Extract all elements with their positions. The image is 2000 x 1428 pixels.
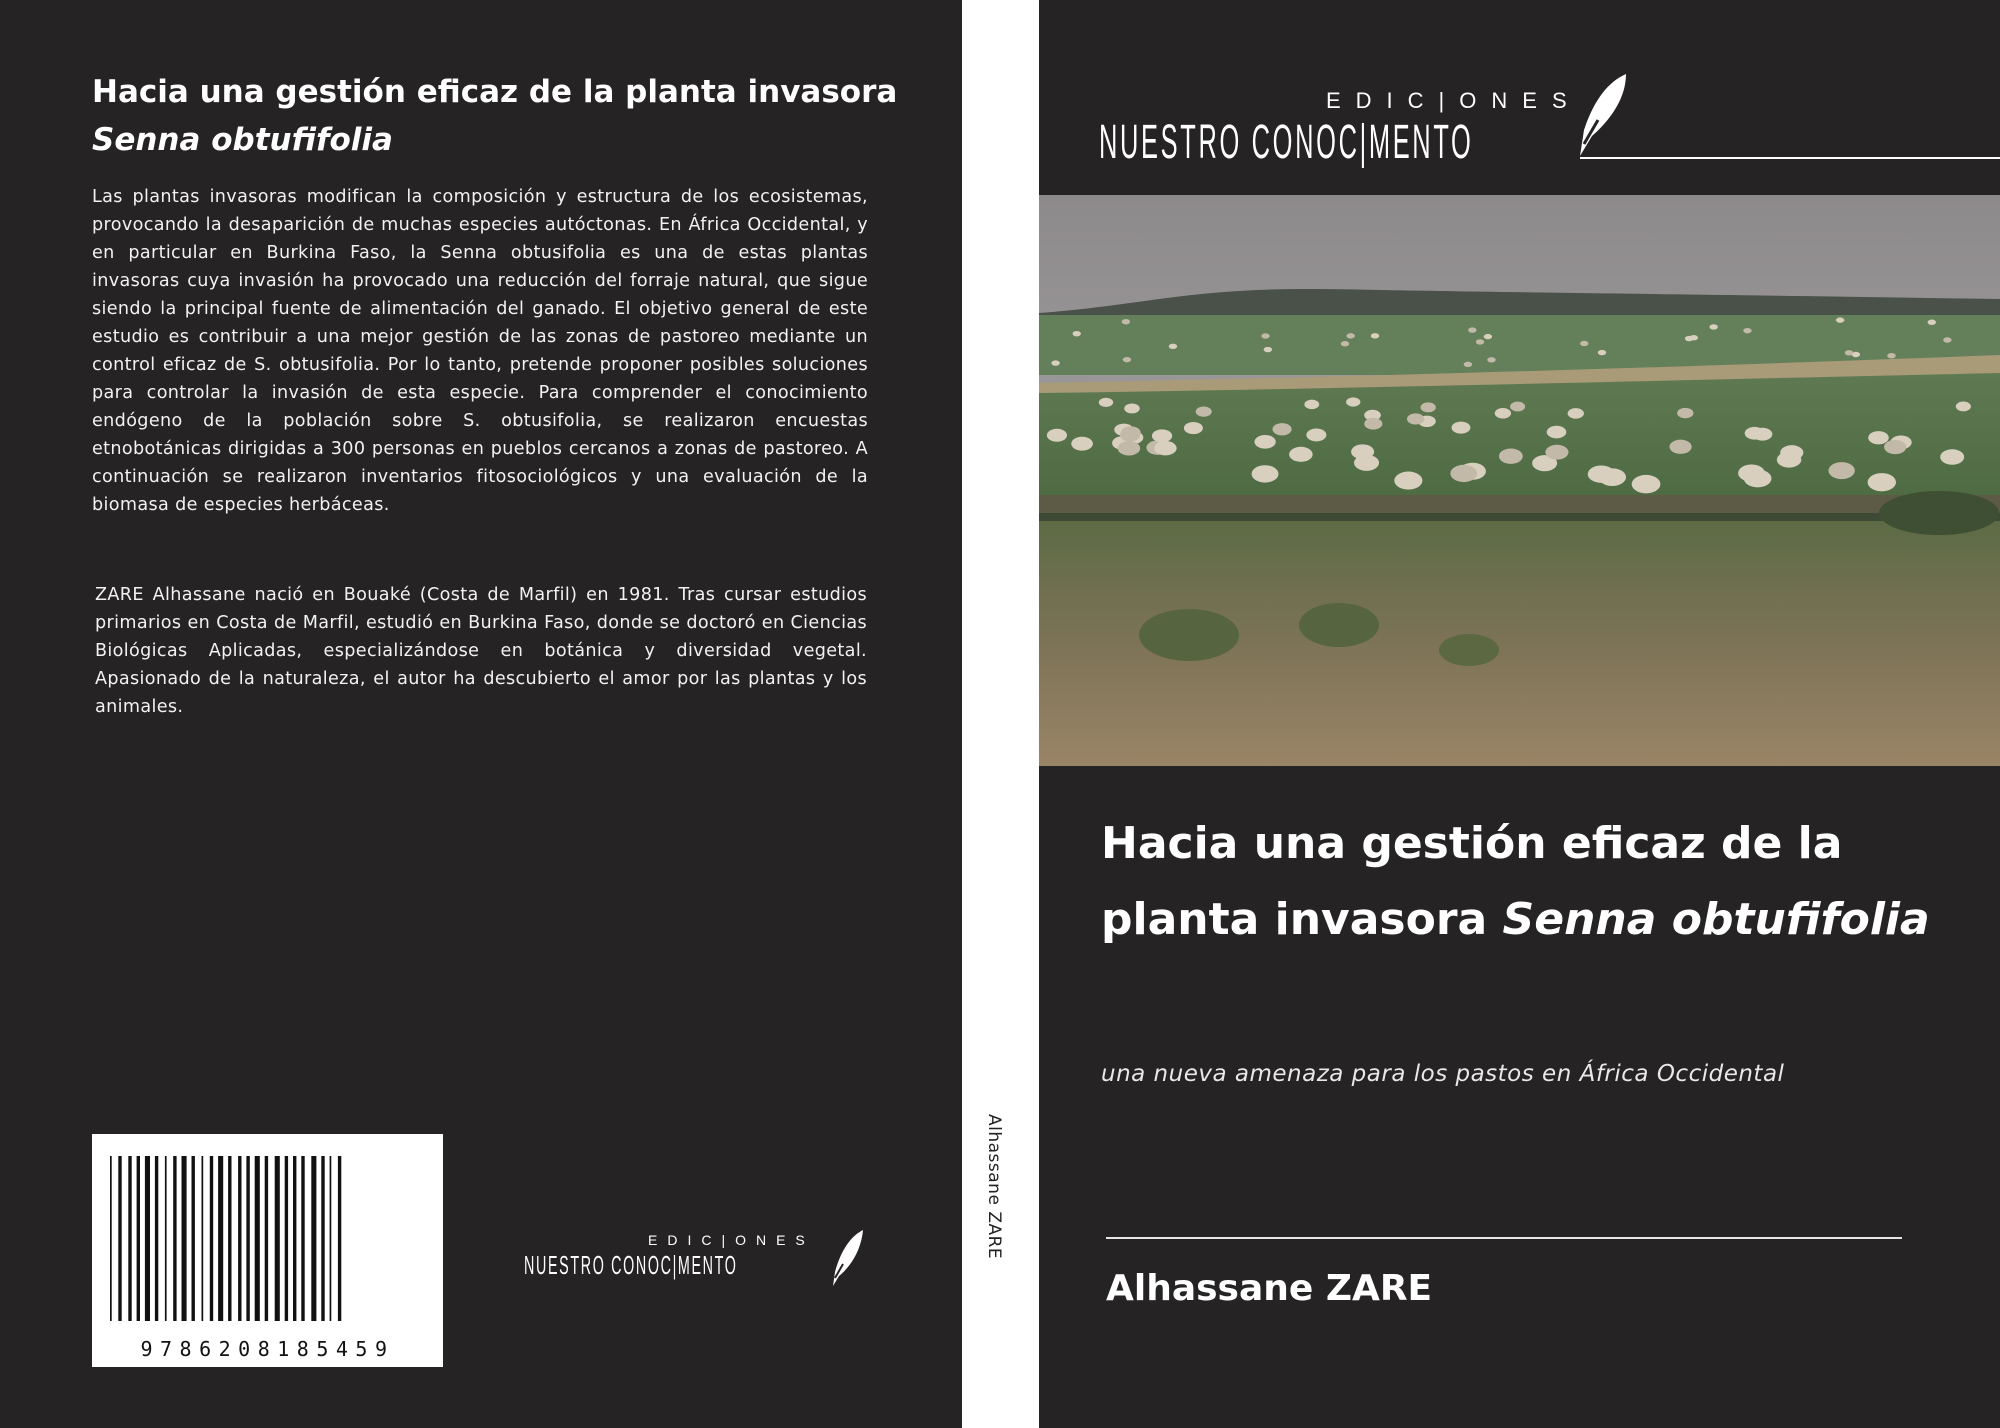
- publisher-line2: NUESTRO CONOC|MENTO: [1099, 116, 1474, 169]
- sheep: [1495, 408, 1511, 418]
- barcode-bar: [293, 1156, 296, 1321]
- sheep: [1464, 362, 1472, 367]
- sheep: [1169, 344, 1177, 349]
- spine-author: Alhassane ZARE: [984, 1114, 1004, 1260]
- sheep: [1122, 319, 1130, 324]
- barcode-bar: [311, 1156, 316, 1321]
- barcode-bar: [118, 1156, 121, 1321]
- front-title-main: Hacia una gestión eficaz de la planta invasora: [1101, 818, 1843, 945]
- sheep: [1836, 317, 1844, 322]
- front-cover-subtitle: una nueva amenaza para los pastos en África Occidental: [1101, 1061, 1785, 1087]
- sheep: [1868, 431, 1889, 444]
- sheep: [1121, 426, 1141, 439]
- sheep: [1669, 440, 1691, 454]
- barcode-bar: [145, 1156, 150, 1321]
- sheep: [1484, 334, 1492, 339]
- sheep: [1304, 400, 1319, 409]
- sheep: [1887, 353, 1895, 358]
- sheep: [1071, 437, 1093, 451]
- sheep: [1943, 337, 1951, 342]
- sheep: [1364, 418, 1382, 430]
- isbn-barcode: [92, 1134, 443, 1367]
- sheep: [1677, 408, 1693, 418]
- sheep: [1598, 350, 1606, 355]
- barcode-bar: [202, 1156, 204, 1321]
- sheep: [1845, 350, 1853, 355]
- barcode-bar: [330, 1156, 332, 1321]
- barcode-bar: [338, 1156, 341, 1321]
- back-title-main: Hacia una gestión eficaz de la planta invasora: [92, 74, 898, 110]
- front-cover: [1039, 0, 2000, 1428]
- back-cover-title: [92, 68, 912, 164]
- sheep: [1254, 435, 1275, 449]
- author-bio: ZARE Alhassane nació en Bouaké (Costa de Marfil) en 1981. Tras cursar estudios primarios en Costa de Marfil, estudió en Burkina Faso, donde se doctoró en Ciencias Biológicas Aplicadas, especializándose en botánica y diversidad vegetal. Apasionado de la naturaleza, el autor ha descubierto el amor por las plantas y los animales.: [95, 585, 867, 717]
- sheep: [1743, 328, 1751, 333]
- sheep: [1184, 422, 1203, 434]
- barcode-bar: [246, 1156, 249, 1321]
- sheep: [1956, 402, 1971, 412]
- sheep: [1510, 402, 1525, 412]
- front-cover-author: Alhassane ZARE: [1106, 1268, 1433, 1309]
- sheep: [1099, 398, 1113, 407]
- sheep: [1289, 447, 1313, 462]
- isbn-number: 9786208185459: [140, 1337, 395, 1361]
- sheep: [1261, 333, 1269, 338]
- barcode-bars: [92, 1134, 443, 1367]
- sheep: [1118, 441, 1140, 455]
- sheep: [1452, 422, 1471, 434]
- barcode-bar: [255, 1156, 260, 1321]
- sheep: [1632, 475, 1661, 493]
- sheep: [1123, 357, 1131, 362]
- sheep: [1073, 331, 1081, 336]
- sheep: [1371, 333, 1379, 338]
- barcode-bar: [110, 1156, 112, 1321]
- sheep: [1124, 403, 1139, 413]
- sheep: [1690, 335, 1698, 340]
- front-cover-title: [1101, 806, 1961, 958]
- sheep: [1306, 428, 1326, 441]
- sheep: [1547, 426, 1567, 439]
- sheep: [1476, 339, 1484, 344]
- sheep: [1780, 445, 1803, 460]
- sheep: [1421, 402, 1436, 412]
- barcode-bar: [285, 1156, 288, 1321]
- barcode-bar: [173, 1156, 176, 1321]
- sheep: [1272, 423, 1291, 435]
- barcode-bar: [228, 1156, 231, 1321]
- sheep: [1047, 429, 1067, 442]
- sheep: [1468, 327, 1476, 332]
- publisher-line1: EDIC|ONES: [1326, 88, 1582, 113]
- sheep: [1499, 449, 1523, 464]
- publisher-logo-front: [1099, 70, 1999, 170]
- back-cover: [0, 0, 962, 1428]
- sheep: [1264, 347, 1272, 352]
- back-title-species: Senna obtufifolia: [92, 122, 393, 158]
- sheep: [1744, 469, 1772, 487]
- barcode-bar: [218, 1156, 223, 1321]
- sheep: [1545, 445, 1568, 460]
- sheep: [1868, 473, 1896, 491]
- sheep-grazing-on-grassland-photo: [1039, 195, 2000, 766]
- barcode-bar: [210, 1156, 213, 1321]
- publisher-logo-back: [524, 1228, 874, 1288]
- sheep: [1346, 333, 1354, 338]
- barcode-bar: [137, 1156, 140, 1321]
- sheep: [1351, 444, 1374, 459]
- barcode-bar: [301, 1156, 304, 1321]
- sheep: [1745, 427, 1765, 440]
- front-title-species: Senna obtufifolia: [1502, 894, 1930, 945]
- sheep: [1407, 413, 1424, 424]
- sheep: [1051, 360, 1059, 365]
- sheep: [1394, 472, 1422, 490]
- sheep: [1598, 468, 1626, 486]
- sheep: [1568, 408, 1584, 419]
- publisher-line1: EDIC|ONES: [648, 1232, 815, 1248]
- sheep: [1252, 465, 1279, 482]
- divider-line: [1106, 1237, 1902, 1239]
- barcode-bar: [155, 1156, 158, 1321]
- quill-nib-icon: [829, 1228, 869, 1288]
- sheep: [1346, 397, 1360, 406]
- sheep: [1884, 440, 1906, 454]
- book-spine: [962, 0, 1039, 1428]
- barcode-bar: [265, 1156, 268, 1321]
- publisher-line2: NUESTRO CONOC|MENTO: [524, 1250, 738, 1280]
- barcode-bar: [128, 1156, 131, 1321]
- barcode-bar: [165, 1156, 167, 1321]
- sheep: [1450, 465, 1477, 482]
- sheep: [1152, 429, 1172, 442]
- sheep: [1709, 324, 1717, 329]
- sheep: [1580, 341, 1588, 346]
- sheep: [1487, 357, 1495, 362]
- barcode-bar: [275, 1156, 280, 1321]
- sheep: [1341, 341, 1349, 346]
- sheep: [1196, 406, 1212, 416]
- quill-nib-icon: [1564, 70, 2000, 170]
- sheep: [1828, 462, 1854, 479]
- barcode-bar: [238, 1156, 241, 1321]
- sheep: [1940, 449, 1964, 464]
- barcode-bar: [321, 1156, 324, 1321]
- sheep: [1928, 320, 1936, 325]
- sheep: [1154, 441, 1176, 455]
- back-cover-summary: Las plantas invasoras modifican la composición y estructura de los ecosistemas, provocando la desaparición de muchas especies autóctonas. En África Occidental, y en particular en Burkina Faso, la Senna obtusifolia es una de estas plantas invasoras cuya invasión ha provocado una reducción del forraje natural, que sigue siendo la principal fuente de alimentación del ganado. El objetivo general de este estudio es contribuir a una mejor gestión de las zonas de pastoreo mediante un control eficaz de S. obtusifolia. Por lo tanto, pretende proponer posibles soluciones para controlar la invasión de esta especie. Para comprender el conocimiento endógeno de la población sobre S. obtusifolia, se realizaron encuestas etnobotánicas dirigidas a 300 personas en pueblos cercanos a zonas de pastoreo. A continuación se realizaron inventarios fitosociológicos y una evaluación de la biomasa de especies herbáceas.: [92, 187, 868, 515]
- barcode-bar: [192, 1156, 195, 1321]
- barcode-bar: [182, 1156, 187, 1321]
